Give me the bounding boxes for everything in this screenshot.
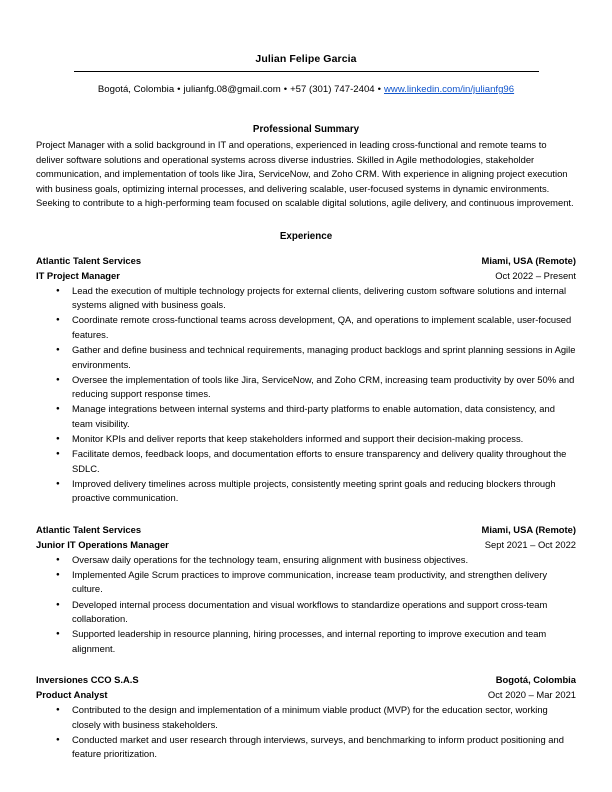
contact-email[interactable]: julianfg.08@gmail.com [183, 84, 281, 95]
job-title: Junior IT Operations Manager [36, 538, 169, 550]
responsibility-item: ● Monitor KPIs and deliver reports that keep stakeholders informed and support their decision-making process. [36, 432, 576, 447]
job-title: Product Analyst [36, 689, 108, 700]
candidate-name: Julian Felipe Garcia [255, 53, 357, 65]
experience-list [0, 254, 612, 762]
section-heading-summary: Professional Summary [252, 124, 360, 135]
responsibility-item: ● Contributed to the design and implementation of a minimum viable product (MVP) for the education sector, working closely with business stakeholders. [36, 703, 576, 732]
experience-entry [36, 254, 576, 506]
responsibility-list [36, 703, 576, 762]
company-name: Atlantic Talent Services [36, 524, 142, 536]
company-location: Miami, USA (Remote) [481, 524, 576, 536]
responsibility-list [36, 553, 576, 657]
header-divider [74, 71, 539, 72]
contact-line [0, 83, 612, 97]
experience-role-row [36, 688, 576, 703]
experience-role-row [36, 269, 576, 284]
experience-entry [36, 673, 576, 762]
responsibility-item: ● Supported leadership in resource planning, hiring processes, and internal reporting to improve execution and team alignment. [36, 627, 576, 656]
responsibility-item: ● Conducted market and user research through interviews, surveys, and benchmarking to inform product positioning and feature prioritization. [36, 733, 576, 762]
responsibility-item: ● Gather and define business and technical requirements, managing product backlogs and sprint planning sessions in Agile environments. [36, 343, 576, 372]
responsibility-item: ● Implemented Agile Scrum practices to improve communication, increase team productivity, and strengthen delivery culture. [36, 568, 576, 597]
company-location: Miami, USA (Remote) [481, 254, 576, 266]
contact-separator-2: • [283, 84, 288, 95]
section-heading-experience: Experience [279, 230, 333, 242]
responsibility-list [36, 284, 576, 506]
job-dates: Oct 2020 – Mar 2021 [487, 689, 576, 700]
responsibility-item: ● Improved delivery timelines across multiple projects, consistently meeting sprint goals and reducing blockers through proactive communication. [36, 477, 576, 506]
contact-linkedin-link[interactable]: www.linkedin.com/in/julianfg96 [383, 84, 515, 95]
responsibility-item: ● Oversaw daily operations for the technology team, ensuring alignment with business objectives. [36, 553, 576, 568]
contact-location: Bogotá, Colombia [97, 84, 175, 95]
contact-separator-3: • [377, 84, 381, 95]
experience-entry [36, 523, 576, 656]
company-name: Inversiones CCO S.A.S [36, 674, 139, 686]
responsibility-item: ● Developed internal process documentation and visual workflows to standardize operations and support cross-team collaboration. [36, 598, 576, 627]
responsibility-item: ● Manage integrations between internal systems and third-party platforms to enable automation, data consistency, and team visibility. [36, 402, 576, 431]
job-title: IT Project Manager [36, 269, 120, 281]
responsibility-item: ● Lead the execution of multiple technology projects for external clients, delivering custom software solutions and internal systems aligned with business goals. [36, 284, 576, 313]
experience-company-row [36, 254, 576, 269]
experience-company-row [36, 523, 576, 538]
company-name: Atlantic Talent Services [36, 254, 142, 266]
experience-role-row [36, 538, 576, 553]
job-dates: Sept 2021 – Oct 2022 [484, 538, 576, 550]
responsibility-item: ● Coordinate remote cross-functional teams across development, QA, and operations to implement scalable, user-focused features. [36, 313, 576, 342]
responsibility-item: ● Oversee the implementation of tools like Jira, ServiceNow, and Zoho CRM, increasing team productivity by over 50% and reducing support response times. [36, 373, 576, 402]
experience-company-row [36, 673, 576, 688]
job-dates: Oct 2022 – Present [495, 269, 576, 281]
company-location: Bogotá, Colombia [495, 674, 576, 686]
responsibility-item: ● Facilitate demos, feedback loops, and documentation efforts to ensure transparency and delivery quality throughout the SDLC. [36, 447, 576, 476]
resume-header [0, 0, 612, 97]
contact-separator-1: • [177, 84, 181, 95]
summary-text: Project Manager with a solid background in IT and operations, experienced in leading cross-functional and remote teams to deliver software solutions and operational systems across diverse industries. Skilled in Agile methodologies, stakeholder communication, and implementation of tools like Jira, ServiceNow, and Zoho CRM. With experience in aligning project execution with business goals, optimizing internal processes, and delivering scalable, user-focused systems in dynamic environments. Seeking to contribute to a high-performing team focused on scalable digital solutions, agile delivery, and continuous improvement. [36, 139, 574, 209]
contact-phone: +57 (301) 747-2404 [290, 84, 375, 95]
